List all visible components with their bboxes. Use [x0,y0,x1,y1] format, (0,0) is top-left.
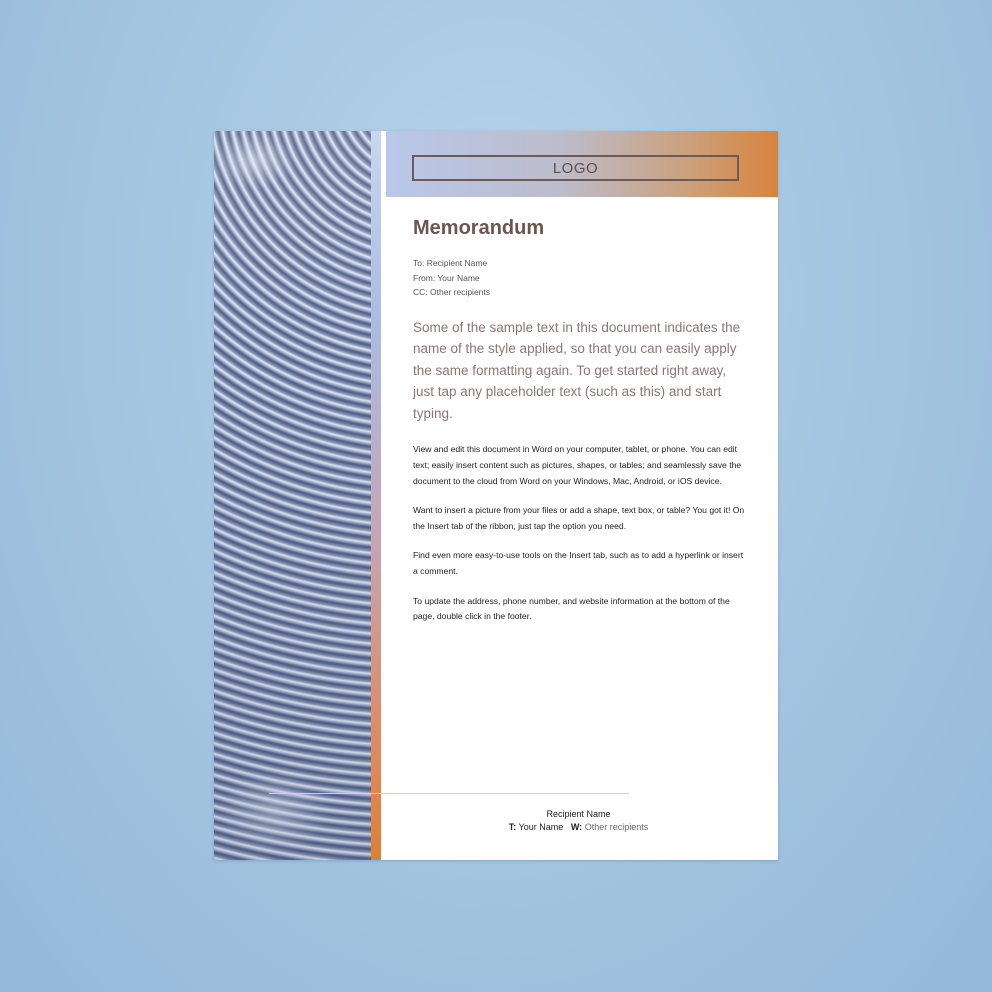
accent-gap [381,131,386,860]
body-paragraph[interactable]: Find even more easy-to-use tools on the Insert tab, such as to add a hyperlink or insert a comment. [413,550,744,577]
logo-text: LOGO [552,159,599,177]
footer-t-value: Your Name [518,822,564,832]
memo-content [413,217,745,625]
meta-cc[interactable] [413,285,745,300]
memo-page [214,131,778,860]
meta-to-label: To: [413,258,425,268]
page-footer[interactable] [386,808,771,834]
meta-from[interactable] [413,271,745,286]
meta-to-value: Recipient Name [426,258,488,268]
header-gradient-band [386,131,778,197]
footer-line-1: Recipient Name [546,809,611,819]
meta-cc-label: CC: [413,287,428,297]
meta-cc-value: Other recipients [430,287,491,297]
intro-paragraph[interactable]: Some of the sample text in this document indicates the name of the style applied, so that you can easily apply the same formatting again. To get started right away, just tap any placeholder text (such as this) and start typing. [413,319,741,421]
footer-divider [269,793,629,794]
meta-from-value: Your Name [437,272,480,283]
footer-line-2 [386,821,771,834]
meta-from-label: From: [413,272,436,283]
gradient-accent-bar [371,131,381,860]
textured-photo-strip [214,131,371,860]
memo-title[interactable]: Memorandum [413,217,545,239]
footer-w-label: W: [570,822,583,832]
logo-placeholder[interactable] [412,155,739,181]
body-paragraph[interactable]: To update the address, phone number, and website information at the bottom of the page, double click in the footer. [413,595,730,622]
footer-t-label: T: [508,822,517,832]
footer-w-value: Other recipients [584,822,649,832]
meta-to[interactable] [413,256,745,271]
body-paragraph[interactable]: View and edit this document in Word on your computer, tablet, or phone. You can edit text; easily insert content such as pictures, shapes, or tables; and seamlessly save the document to the cloud from Word on your Windows, Mac, Android, or iOS device. [413,444,742,486]
body-paragraph[interactable]: Want to insert a picture from your files or add a shape, text box, or table? You got it! On the Insert tab of the ribbon, just tap the option you need. [413,505,745,531]
